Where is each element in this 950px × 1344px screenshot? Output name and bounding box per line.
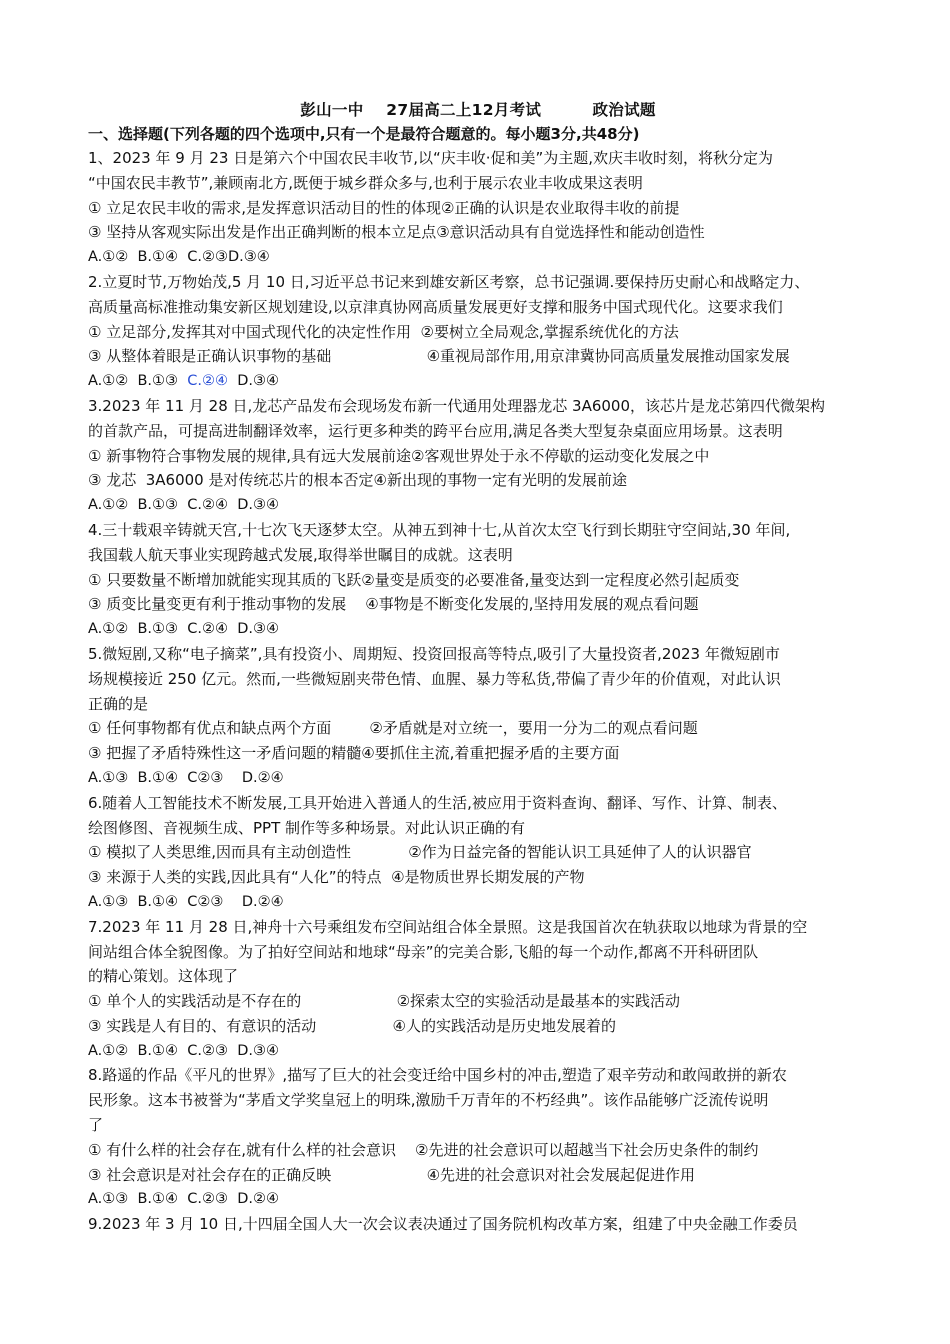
question-stem-line: 的首款产品，可提高进制翻译效率，运行更多种类的跨平台应用,满足各类大型复杂桌面应用场景。这表明 — [88, 421, 783, 440]
question-stem-line: 绘图修图、音视频生成、PPT 制作等多种场景。对此认识正确的有 — [88, 818, 526, 837]
option-line: ③ 从整体着眼是正确认识事物的基础 ④重视局部作用,用京津冀协同高质量发展推动国家发展 — [88, 347, 790, 366]
option-line: ① 立足农民丰收的需求,是发挥意识活动目的性的体现②正确的认识是农业取得丰收的前提 — [88, 198, 680, 217]
option-line: ③ 质变比量变更有利于推动事物的发展 ④事物是不断变化发展的,坚持用发展的观点看问题 — [88, 595, 699, 614]
question-8 — [88, 1063, 868, 1212]
answer-choices: A.①② B.①④ C.②③ D.③④ — [88, 1042, 279, 1059]
option-line: ③ 龙芯 3A6000 是对传统芯片的根本否定④新出现的事物一定有光明的发展前途 — [88, 471, 627, 490]
question-stem-line: 4.三十载艰辛铸就天宫,十七次飞天逐梦太空。从神五到神十七,从首次太空飞行到长期驻守空间站,30 年间, — [88, 520, 791, 539]
option-line: ① 有什么样的社会存在,就有什么样的社会意识 ②先进的社会意识可以超越当下社会历史条件的制约 — [88, 1140, 759, 1159]
question-stem-line: 的精心策划。这体现了 — [88, 967, 239, 986]
page-title: 彭山一中 27届高二上12月考试 政治试题 — [300, 101, 656, 119]
option-line: ③ 把握了矛盾特殊性这一矛盾问题的精髓④要抓住主流,着重把握矛盾的主要方面 — [88, 744, 620, 763]
answer-choices: A.①② B.①④ C.②③D.③④ — [88, 249, 270, 266]
question-9 — [88, 1212, 868, 1237]
question-stem-line: 间站组合体全貌图像。为了拍好空间站和地球“母亲”的完美合影,飞船的每一个动作,都离不开科研团队 — [88, 942, 759, 961]
option-line: ① 任何事物都有优点和缺点两个方面 ②矛盾就是对立统一，要用一分为二的观点看问题 — [88, 719, 698, 738]
option-line: ③ 坚持从客观实际出发是作出正确判断的根本立足点③意识活动具有自觉选择性和能动创造性 — [88, 223, 705, 242]
question-stem-line: 3.2023 年 11 月 28 日,龙芯产品发布会现场发布新一代通用处理器龙芯 3A6000，该芯片是龙芯第四代微架构 — [88, 396, 826, 415]
question-2 — [88, 270, 868, 394]
question-stem-line: 9.2023 年 3 月 10 日,十四届全国人大一次会议表决通过了国务院机构改革方案，组建了中央金融工作委员 — [88, 1215, 798, 1234]
question-stem-line: 7.2023 年 11 月 28 日,神舟十六号乘组发布空间站组合体全景照。这是我国首次在轨获取以地球为背景的空 — [88, 917, 808, 936]
question-stem-line: 8.路遥的作品《平凡的世界》,描写了巨大的社会变迁给中国乡村的冲击,塑造了艰辛劳动和敢闯敢拼的新农 — [88, 1066, 787, 1085]
option-line: ① 模拟了人类思维,因而具有主动创造性 ②作为日益完备的智能认识工具延伸了人的认识器官 — [88, 843, 752, 862]
question-stem-line: 1、2023 年 9 月 23 日是第六个中国农民丰收节,以“庆丰收·促和美”为主题,欢庆丰收时刻，将秋分定为 — [88, 149, 774, 167]
question-stem-line: 2.立夏时节,万物始茂,5 月 10 日,习近平总书记来到雄安新区考察，总书记强调.要保持历史耐心和战略定力、 — [88, 272, 810, 291]
question-stem-line: “中国农民丰教节”,兼顾南北方,既便于城乡群众多与,也利于展示农业丰收成果这表明 — [88, 173, 643, 192]
option-line: ③ 社会意识是对社会存在的正确反映 ④先进的社会意识对社会发展起促进作用 — [88, 1165, 696, 1184]
question-stem-line: 民形象。这本书被誉为“茅盾文学奖皇冠上的明珠,激励千万青年的不朽经典”。该作品能够广泛流传说明 — [88, 1091, 769, 1110]
answer-choices: A.①③ B.①④ C.②③ D.②④ — [88, 1191, 279, 1208]
option-line: ③ 实践是人有目的、有意识的活动 ④人的实践活动是历史地发展着的 — [88, 1016, 616, 1035]
answer-choices — [88, 369, 868, 394]
question-stem-line: 正确的是 — [88, 694, 149, 713]
section-heading: 一、选择题(下列各题的四个选项中,只有一个是最符合题意的。每小题3分,共48分) — [88, 125, 640, 143]
question-3 — [88, 394, 868, 518]
question-4 — [88, 518, 868, 642]
question-stem-line: 5.微短剧,又称“电子摘菜”,具有投资小、周期短、投资回报高等特点,吸引了大量投资者,2023 年微短剧市 — [88, 644, 780, 663]
answer-choices: A.①③ B.①④ C②③ D.②④ — [88, 769, 284, 786]
answer-choices: A.①② B.①③ C.②④ D.③④ — [88, 621, 279, 638]
option-line: ① 单个人的实践活动是不存在的 ②探索太空的实验活动是最基本的实践活动 — [88, 992, 681, 1011]
answer-choices-part: D.③④ — [228, 373, 279, 390]
question-7 — [88, 915, 868, 1064]
exam-page — [88, 98, 868, 1237]
question-stem-line: 了 — [88, 1116, 104, 1135]
question-stem-line: 6.随着人工智能技术不断发展,工具开始进入普通人的生活,被应用于资料查询、翻译、写作、计算、制表、 — [88, 793, 787, 812]
option-line: ① 新事物符合事物发展的规律,具有远大发展前途②客观世界处于永不停歇的运动变化发展之中 — [88, 446, 710, 465]
question-6 — [88, 791, 868, 915]
option-line: ③ 来源于人类的实践,因此具有“人化”的特点 ④是物质世界长期发展的产物 — [88, 868, 585, 887]
highlighted-answer: C.②④ — [187, 373, 228, 390]
answer-choices: A.①③ B.①④ C②③ D.②④ — [88, 893, 284, 910]
answer-choices-part: A.①② B.①③ — [88, 373, 188, 390]
question-1 — [88, 146, 868, 270]
option-line: ① 只要数量不断增加就能实现其质的飞跃②量变是质变的必要准备,量变达到一定程度必然引起质变 — [88, 570, 740, 589]
answer-choices: A.①② B.①③ C.②④ D.③④ — [88, 497, 279, 514]
question-5 — [88, 642, 868, 791]
question-stem-line: 高质量高标准推动集安新区规划建设,以京津真协网高质量发展更好支撑和服务中国式现代化。这要求我们 — [88, 297, 783, 316]
option-line: ① 立足部分,发挥其对中国式现代化的决定性作用 ②要树立全局观念,掌握系统优化的方法 — [88, 322, 679, 341]
question-stem-line: 场规模接近 250 亿元。然而,一些微短剧夹带色情、血腥、暴力等私货,带偏了青少年的价值观，对此认识 — [88, 669, 781, 688]
question-stem-line: 我国载人航天事业实现跨越式发展,取得举世瞩目的成就。这表明 — [88, 545, 513, 564]
